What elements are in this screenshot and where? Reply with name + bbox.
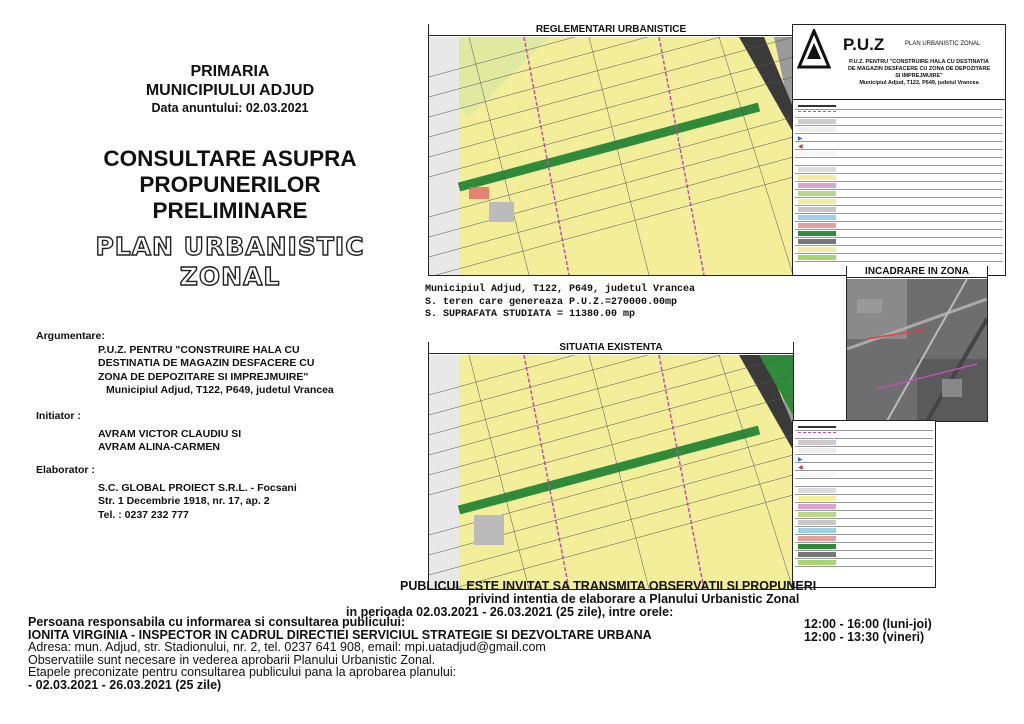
notice-line-1: PUBLICUL ESTE INVITAT SA TRANSMITA OBSERVATII SI PROPUNERI [400,579,817,593]
cartouche-panel [792,24,1006,276]
study-area: S. SUPRAFATA STUDIATA = 11380.00 mp [425,309,636,320]
puz-label: P.U.Z [843,35,885,54]
notice-line-2: privind intentia de elaborare a Planului Urbanistic Zonal [468,592,800,606]
argumentare-text [36,344,416,398]
notice-line-3: in perioada 02.03.2021 - 26.03.2021 (25 zile), intre orele: [346,605,674,619]
reglementari-panel [428,24,794,276]
argumentare-line: Municipiul Adjud, T122, P649, judetul Vrancea [106,384,334,396]
contact-line-6: - 02.03.2021 - 26.03.2021 (25 zile) [28,677,222,692]
argumentare-line: ZONA DE DEPOZITARE SI IMPREJMUIRE" [98,370,309,383]
elaborator-label: Elaborator : [36,464,95,476]
title-line-3: PRELIMINARE [152,198,308,223]
initiator-label: Initiator : [36,410,81,422]
elaborator-line: Str. 1 Decembrie 1918, nr. 17, ap. 2 [98,495,270,507]
site-location: Municipiul Adjud, T122, P649, judetul Vrancea [425,284,696,295]
title-line-1: CONSULTARE ASUPRA [103,146,357,171]
reglementari-map [429,37,793,275]
site-area: S. teren care genereaza P.U.Z.=270000.00mp [425,296,678,308]
puz-subtitle: PLAN URBANISTIC ZONAL [905,41,981,47]
cartouche-line: P.U.Z. PENTRU "CONSTRUIRE HALA CU DESTINATIA [849,59,989,65]
argumentare-line: P.U.Z. PENTRU "CONSTRUIRE HALA CU [98,343,300,356]
elaborator-line: S.C. GLOBAL PROIECT S.R.L. - Focsani [98,481,297,494]
municipiu-title: MUNICIPIULUI ADJUD [145,82,315,99]
cartouche-line: DE MAGAZIN DESFACERE CU ZONA DE DEPOZITARE [847,66,991,72]
argumentare-line: DESTINATIA DE MAGAZIN DESFACERE CU [98,357,315,369]
cartouche-line: Municipiul Adjud, T122, P649, judetul Vrancea [859,80,979,86]
primaria-title: PRIMARIA [190,63,270,80]
hours-friday: 12:00 - 13:30 (vineri) [804,630,925,644]
elaborator-line: Tel. : 0237 232 777 [98,508,189,521]
argumentare-label: Argumentare: [36,330,105,342]
situatia-panel [428,342,794,590]
initiator-line: AVRAM ALINA-CARMEN [98,441,220,453]
initiator-line: AVRAM VICTOR CLAUDIU SI [98,427,242,440]
contact-line-3: Adresa: mun. Adjud, str. Stadionului, nr. 2, tel. 0237 641 908, email: mpi.uatadjud@gmail.com [28,640,546,655]
hours-weekdays: 12:00 - 16:00 (luni-joi) [804,617,932,631]
aerial-photo [847,279,987,421]
bottom-legend: ▶ ◀ [792,420,936,588]
cartouche-line: SI IMPREJMUIRE" [895,73,943,79]
contact-line-4: Observatiile sunt necesare in vederea aprobarii Planului Urbanistic Zonal. [28,652,436,667]
contact-line-5: Etapele preconizate pentru consultarea publicului pana la aprobarea planului: [28,665,457,680]
reglementari-title: REGLEMENTARI URBANISTICE [429,24,793,36]
top-legend: ▶ ◀ [793,100,1005,264]
announcement-date: Data anuntului: 02.03.2021 [151,101,309,115]
title-line-2: PROPUNERILOR [139,172,321,197]
contact-line-2: IONITA VIRGINIA - INSPECTOR IN CADRUL DIRECTIEI SERVICIUL STRATEGIE SI DEZVOLTARE URBANA [28,627,652,642]
incadrare-panel [846,266,988,422]
contact-line-1: Persoana responsabila cu informarea si consultarea publicului: [28,615,406,629]
outline-title-2: ZONAL [179,262,281,291]
situatia-title: SITUATIA EXISTENTA [429,342,793,354]
incadrare-title: INCADRARE IN ZONA [847,266,987,278]
company-logo [797,29,831,69]
situatia-map [429,355,793,589]
outline-title-1: PLAN URBANISTIC [95,232,365,261]
